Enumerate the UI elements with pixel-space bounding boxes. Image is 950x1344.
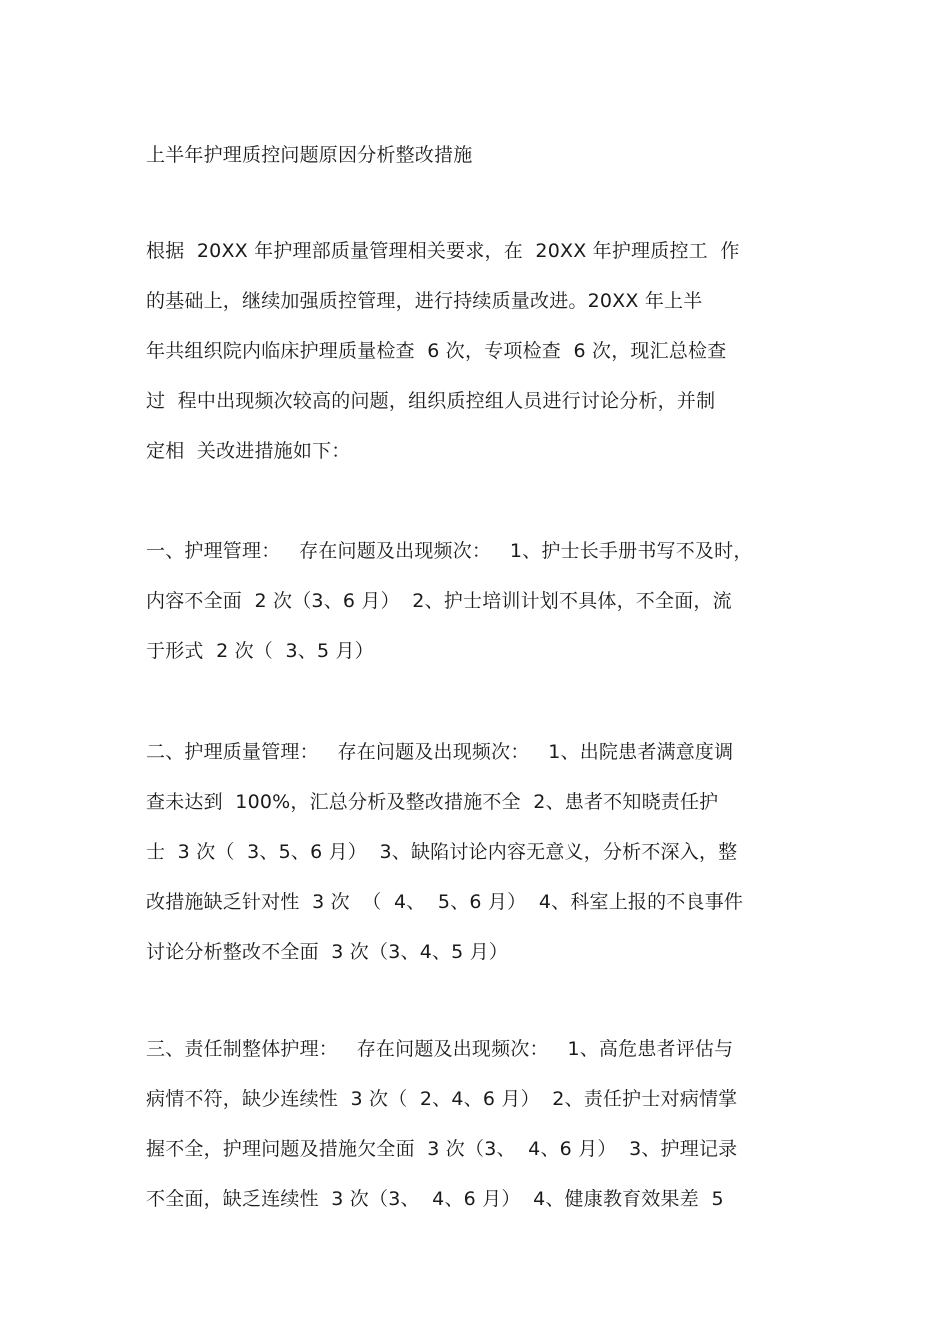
paragraph-line: 讨论分析整改不全面 3 次（3、4、5 月） (146, 941, 509, 963)
paragraph-line: 改措施缺乏针对性 3 次 （ 4、 5、6 月） 4、科室上报的不良事件 (146, 891, 744, 913)
paragraph-line: 三、责任制整体护理： 存在问题及出现频次： 1、高危患者评估与 (146, 1038, 734, 1060)
paragraph-line: 年共组织院内临床护理质量检查 6 次，专项检查 6 次，现汇总检查 (146, 340, 727, 362)
paragraph-line: 病情不符，缺少连续性 3 次（ 2、4、6 月） 2、责任护士对病情掌 (146, 1088, 738, 1110)
paragraph-nursing-quality-management (146, 737, 826, 987)
document-title: 上半年护理质控问题原因分析整改措施 (146, 144, 473, 166)
paragraph-line: 握不全，护理问题及措施欠全面 3 次（3、 4、6 月） 3、护理记录 (146, 1138, 738, 1160)
paragraph-line: 不全面，缺乏连续性 3 次（3、 4、6 月） 4、健康教育效果差 5 (146, 1188, 724, 1210)
paragraph-line: 士 3 次（ 3、5、6 月） 3、缺陷讨论内容无意义，分析不深入，整 (146, 841, 738, 863)
paragraph-line: 查未达到 100%，汇总分析及整改措施不全 2、患者不知晓责任护 (146, 791, 719, 813)
paragraph-intro (146, 236, 826, 486)
paragraph-line: 过 程中出现频次较高的问题，组织质控组人员进行讨论分析，并制 (146, 390, 716, 412)
paragraph-line: 的基础上，继续加强质控管理，进行持续质量改进。20XX 年上半 (146, 290, 703, 312)
paragraph-line: 一、护理管理： 存在问题及出现频次： 1、护士长手册书写不及时， (146, 540, 753, 562)
paragraph-line: 于形式 2 次（ 3、5 月） (146, 640, 374, 662)
paragraph-line: 根据 20XX 年护理部质量管理相关要求，在 20XX 年护理质控工 作 (146, 240, 740, 262)
paragraph-line: 定相 关改进措施如下： (146, 440, 351, 462)
paragraph-line: 内容不全面 2 次（3、6 月） 2、护士培训计划不具体，不全面，流 (146, 590, 732, 612)
paragraph-responsibility-nursing (146, 1034, 826, 1234)
paragraph-line: 二、护理质量管理： 存在问题及出现频次： 1、出院患者满意度调 (146, 741, 734, 763)
paragraph-nursing-management (146, 536, 826, 686)
